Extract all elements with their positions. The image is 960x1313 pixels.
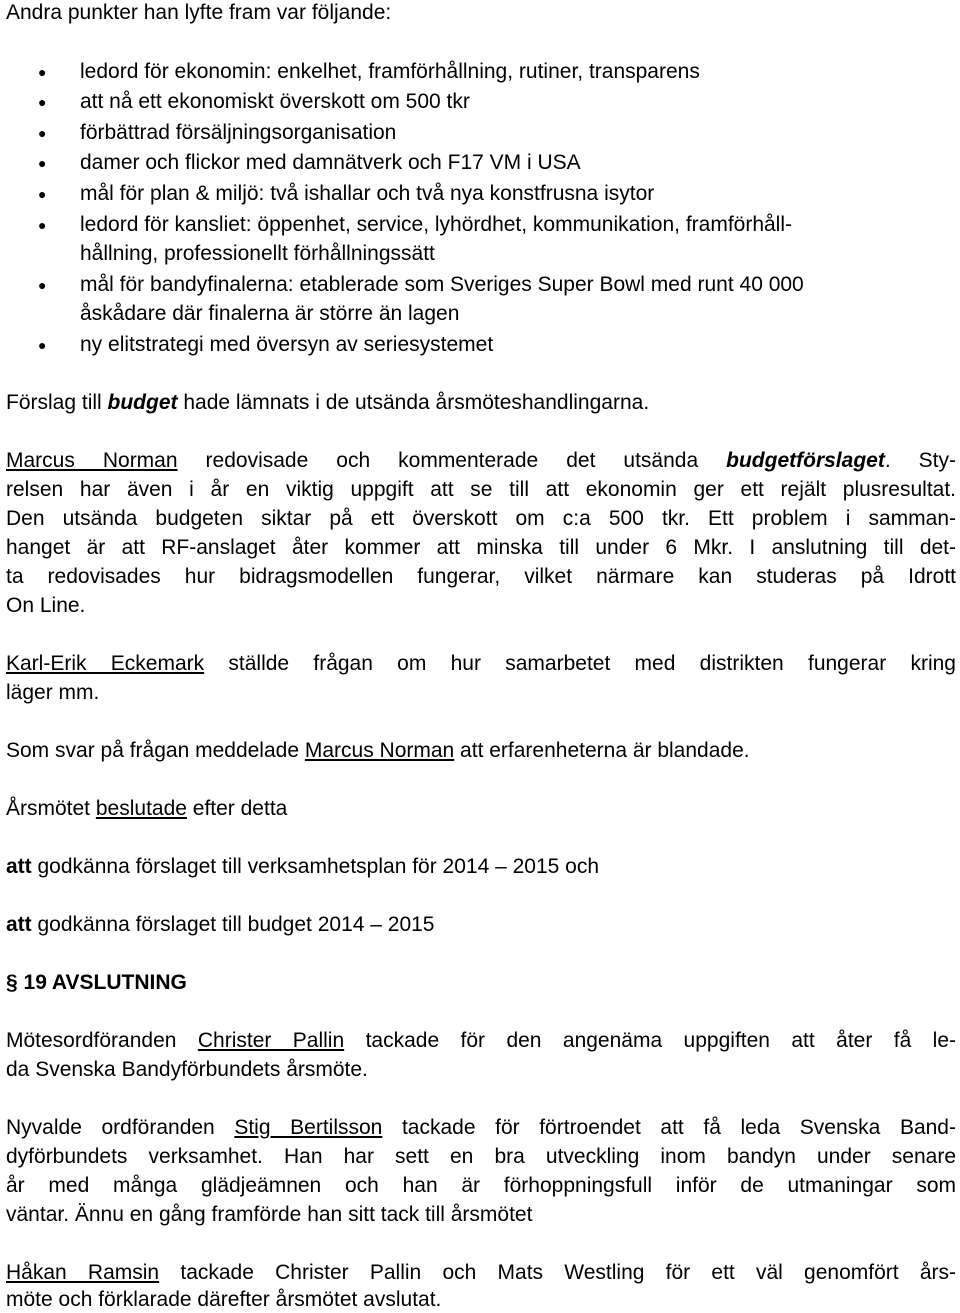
list-item: mål för plan & miljö: två ishallar och två nya konstfrusna isytor — [80, 182, 655, 205]
bullet-dot: ● — [38, 64, 47, 80]
att-clause-1: att godkänna förslaget till verksamhetsplan för 2014 – 2015 och — [6, 855, 600, 878]
person-name: Karl-Erik Eckemark — [6, 652, 205, 675]
beslut-paragraph: Årsmötet beslutade efter detta — [6, 797, 288, 820]
person-name: Christer Pallin — [197, 1029, 345, 1052]
person-name: Stig Bertilsson — [234, 1116, 383, 1139]
list-item-continuation: hållning, professionellt förhållningssätt — [80, 242, 435, 265]
person-name: Håkan Ramsin — [6, 1261, 160, 1284]
list-item: ledord för kansliet: öppenhet, service, lyhördhet, kommunikation, framförhåll- — [80, 213, 793, 236]
intro-text: Andra punkter han lyfte fram var följande: — [6, 1, 392, 24]
att-clause-2: att godkänna förslaget till budget 2014 – 2015 — [6, 913, 435, 936]
bullet-dot: ● — [38, 337, 47, 353]
list-item: förbättrad försäljningsorganisation — [80, 121, 397, 144]
bullet-dot: ● — [38, 155, 47, 171]
list-item-continuation: åskådare där finalerna är större än lagen — [80, 302, 460, 325]
svar-paragraph: Som svar på frågan meddelade Marcus Norman att erfarenheterna är blandade. — [6, 739, 750, 762]
list-item: att nå ett ekonomiskt överskott om 500 tkr — [80, 90, 470, 113]
bullet-dot: ● — [38, 186, 47, 202]
person-name: Marcus Norman — [304, 739, 455, 762]
bullet-dot: ● — [38, 277, 47, 293]
section-heading: § 19 AVSLUTNING — [6, 971, 187, 994]
budget-paragraph: Förslag till budget hade lämnats i de utsända årsmöteshandlingarna. — [6, 391, 650, 414]
bullet-dot: ● — [38, 94, 47, 110]
list-item: damer och flickor med damnätverk och F17 VM i USA — [80, 151, 581, 174]
person-name: Marcus Norman — [6, 449, 178, 472]
bullet-dot: ● — [38, 217, 47, 233]
list-item: ny elitstrategi med översyn av seriesystemet — [80, 333, 494, 356]
bullet-dot: ● — [38, 125, 47, 141]
list-item: ledord för ekonomin: enkelhet, framförhållning, rutiner, transparens — [80, 60, 700, 83]
list-item: mål för bandyfinalerna: etablerade som Sveriges Super Bowl med runt 40 000 — [80, 273, 804, 296]
